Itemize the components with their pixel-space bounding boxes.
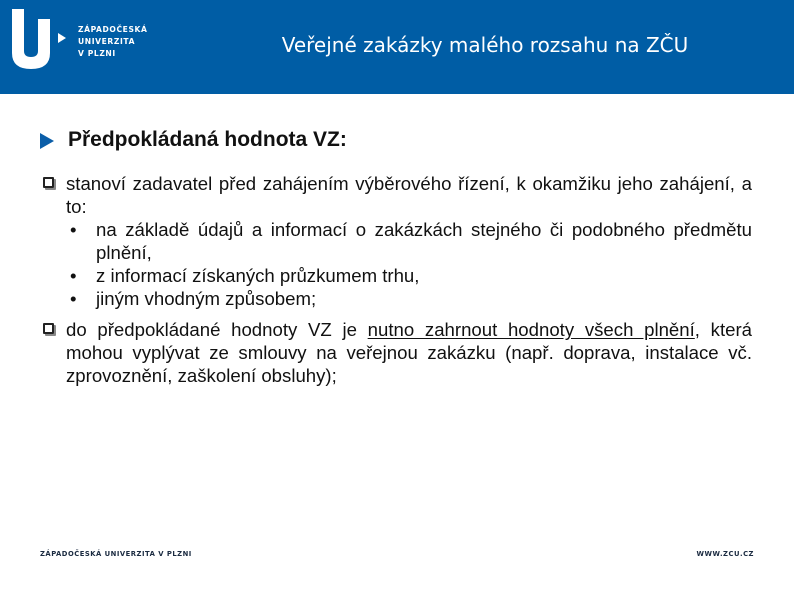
sub-list <box>66 218 752 310</box>
sub-list-item-text: jiným vhodným způsobem; <box>96 288 317 309</box>
list-item <box>40 318 752 387</box>
list-item-text-suffix: , která mohou vyplývat ze smlouvy na veřejnou zakázku (např. doprava, instalace vč. zprovoznění, zaškolení obsluhy); <box>66 319 752 386</box>
footer-website: WWW.ZCU.CZ <box>696 550 754 558</box>
sub-list-item-text: na základě údajů a informací o zakázkách stejného či podobného předmětu plnění, <box>96 219 752 263</box>
header-bar <box>0 0 794 94</box>
play-triangle-icon <box>40 133 54 149</box>
logo-line: UNIVERZITA <box>78 37 136 46</box>
university-logo-icon <box>12 9 50 69</box>
footer-university-name: ZÁPADOČESKÁ UNIVERZITA V PLZNI <box>40 550 192 558</box>
sub-list-item <box>70 218 752 264</box>
slide-content <box>40 125 752 387</box>
list-item-text-prefix: do předpokládané hodnoty VZ je <box>66 319 368 340</box>
sub-list-item-text: z informací získaných průzkumem trhu, <box>96 265 420 286</box>
logo-arrow-icon <box>58 33 66 43</box>
sub-list-item <box>70 264 752 287</box>
bullet-icon: • <box>70 219 77 240</box>
university-logo-text <box>78 24 147 60</box>
section-heading <box>40 125 752 161</box>
section-heading-text: Předpokládaná hodnota VZ: <box>68 128 347 151</box>
bullet-icon: • <box>70 265 77 286</box>
logo-line: V PLZNI <box>78 49 116 58</box>
list-item <box>40 172 752 310</box>
underlined-text: nutno zahrnout hodnoty všech plnění <box>367 319 695 340</box>
checkbox-bullet-icon <box>43 177 54 188</box>
checkbox-bullet-icon <box>43 323 54 334</box>
sub-list-item <box>70 287 752 310</box>
list-item-text: stanoví zadavatel před zahájením výběrového řízení, k okamžiku jeho zahájení, a to: <box>66 173 752 217</box>
bullet-icon: • <box>70 288 77 309</box>
slide-title: Veřejné zakázky malého rozsahu na ZČU <box>281 33 689 57</box>
logo-line: ZÁPADOČESKÁ <box>78 25 148 34</box>
